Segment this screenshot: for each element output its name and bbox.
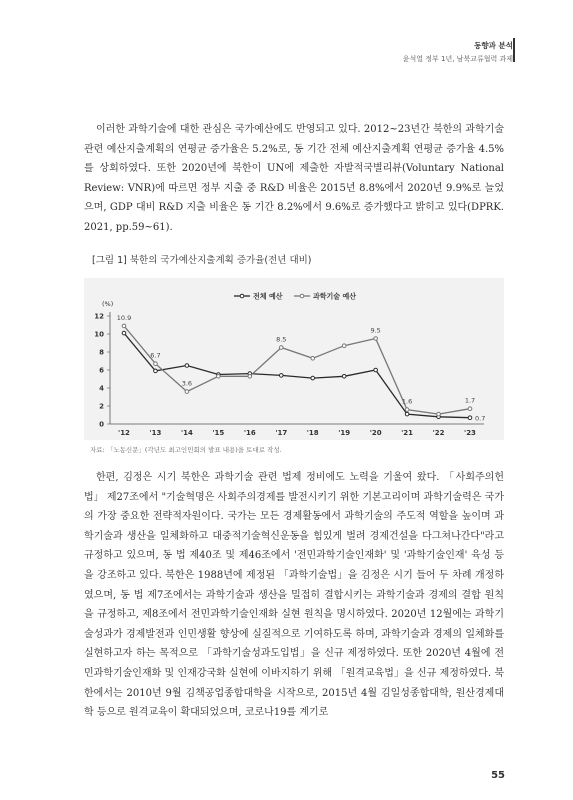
series-0-point: [405, 412, 409, 416]
series-0-point: [154, 369, 158, 373]
y-tick-label: 4: [99, 384, 104, 393]
figure-caption: [그림 1] 북한의 국가예산지출계획 증가율(전년 대비): [92, 255, 312, 266]
x-tick-label: '14: [180, 429, 193, 437]
x-tick-label: '21: [401, 429, 414, 437]
series-0-point: [311, 376, 315, 380]
paragraph-2-text: 한편, 김정은 시기 북한은 과학기술 관련 법제 정비에도 노력을 기울여 왔다. 「사회주의헌법」 제27조에서 "기술혁명은 사회주의경제를 발전시키기 위한 기본고리이며 과학기술력은 국가의 가장 중요한 전략적자원이다. 국가는 모든 경제활동에서 과학기술의 주도적 역할을 높이며 과학기술과 생산을 일체화하고 대중적기술혁신운동을 힘있게 벌려 경제건설을 다그쳐나간다"라고 규정하고 있으며, 동 법 제40조 및 제46조에서 '전민과학기술인재화' 및 '과학기술인재' 육성 등을 강조하고 있다. 북한은 1988년에 제정된 「과학기술법」을 김정은 시기 들어 두 차례 개정하였으며, 동 법 제7조에서는 과학기술과 생산을 밀접히 결합시키는 과학기술과 경제의 결합 원칙을 규정하고, 제8조에서 전민과학기술인재화 실현 원칙을 명시하였다. 2020년 12월에는 과학기술성과가 경제발전과 인민생활 향상에 실질적으로 기여하도록 하며, 과학기술과 경제의 일체화를 실현하고자 하는 목적으로 「과학기술성과도입법」을 신규 제정하였다. 또한 2020년 4월에 전민과학기술인재화 및 인재강국화 실현에 이바지하기 위해 「원격교육법」을 신규 제정하였다. 북한에서는 2010년 9월 김책공업종합대학을 시작으로, 2015년 4월 김일성종합대학, 원산경제대학 등으로 원격교육이 확대되었으며, 코로나19를 계기로: [84, 472, 504, 719]
running-header: [403, 40, 513, 64]
x-tick-label: '16: [243, 429, 256, 437]
y-tick-label: 10: [94, 330, 104, 339]
x-tick-label: '13: [149, 429, 162, 437]
y-tick-label: 6: [99, 366, 104, 375]
data-label: 9.5: [370, 326, 381, 335]
figure-panel: [84, 278, 504, 440]
series-1-point: [405, 408, 409, 412]
x-tick-label: '19: [338, 429, 351, 437]
body-paragraph-2: [84, 468, 504, 723]
data-label: 1.7: [464, 396, 476, 405]
series-0-point: [374, 368, 378, 372]
data-label: 8.5: [276, 335, 287, 344]
legend-label-1: 과학기술 예산: [313, 292, 357, 301]
series-1-point: [437, 412, 441, 416]
y-tick-label: 0: [99, 420, 104, 429]
y-tick-label: 12: [94, 312, 104, 321]
series-0-point: [185, 364, 189, 368]
page-number: 55: [491, 770, 505, 781]
legend-label-0: 전체 예산: [253, 292, 283, 301]
series-0-point: [122, 331, 126, 335]
figure-source: 자료: 「노동신문」(각년도 최고인민회의 발표 내용)을 토대로 작성.: [90, 446, 282, 454]
x-tick-label: '15: [212, 429, 225, 437]
series-1-point: [154, 362, 158, 366]
x-tick-label: '12: [118, 429, 130, 437]
paragraph-1-text: 이러한 과학기술에 대한 관심은 국가예산에도 반영되고 있다. 2012~23년간 북한의 과학기술 관련 예산지출계획의 연평균 증가율은 5.2%로, 동 기간 전체 예산지출계획 연평균 증가율 4.5%를 상회하였다. 또한 2020년에 북한이 UN에 제출한 자발적국별리뷰(Voluntary National Review: VNR)에 따르면 정부 지출 중 R&D 비율은 2015년 8.8%에서 2020년 9.9%로 늘었으며, GDP 대비 R&D 지출 비율은 동 기간 8.2%에서 9.6%로 증가했다고 밝히고 있다(DPRK. 2021, pp.59~61).: [84, 124, 504, 233]
x-tick-label: '17: [275, 429, 288, 437]
series-line-0: [124, 333, 470, 418]
series-1-point: [374, 337, 378, 341]
data-label: 1.6: [401, 397, 413, 406]
y-tick-label: 2: [99, 402, 104, 411]
series-1-point: [311, 357, 315, 361]
x-tick-label: '23: [464, 429, 476, 437]
series-1-point: [185, 390, 189, 394]
series-0-point: [342, 375, 346, 379]
line-chart: [84, 278, 504, 440]
body-paragraph-1: [84, 120, 504, 238]
data-label: 0.7: [475, 414, 486, 423]
legend-marker-0: [240, 294, 244, 298]
legend-marker-1: [300, 294, 304, 298]
data-label: 3.6: [181, 379, 193, 388]
y-axis-unit: (%): [102, 300, 114, 308]
series-1-point: [217, 375, 221, 379]
series-1-point: [342, 344, 346, 348]
x-tick-label: '18: [306, 429, 319, 437]
series-0-point: [279, 374, 283, 378]
series-1-point: [279, 346, 283, 350]
y-tick-label: 8: [99, 348, 104, 357]
series-1-point: [468, 407, 472, 411]
series-1-point: [122, 324, 126, 328]
series-line-1: [124, 326, 470, 414]
series-0-point: [468, 416, 472, 420]
data-label: 6.7: [150, 351, 161, 360]
header-subtitle: 윤석열 정부 1년, 남북교류협력 과제: [402, 55, 513, 63]
header-section: 동향과 분석: [474, 41, 513, 50]
series-1-point: [248, 375, 252, 379]
data-label: 10.9: [116, 313, 132, 322]
header-divider: [513, 38, 515, 62]
x-tick-label: '22: [432, 429, 445, 437]
x-tick-label: '20: [369, 429, 382, 437]
